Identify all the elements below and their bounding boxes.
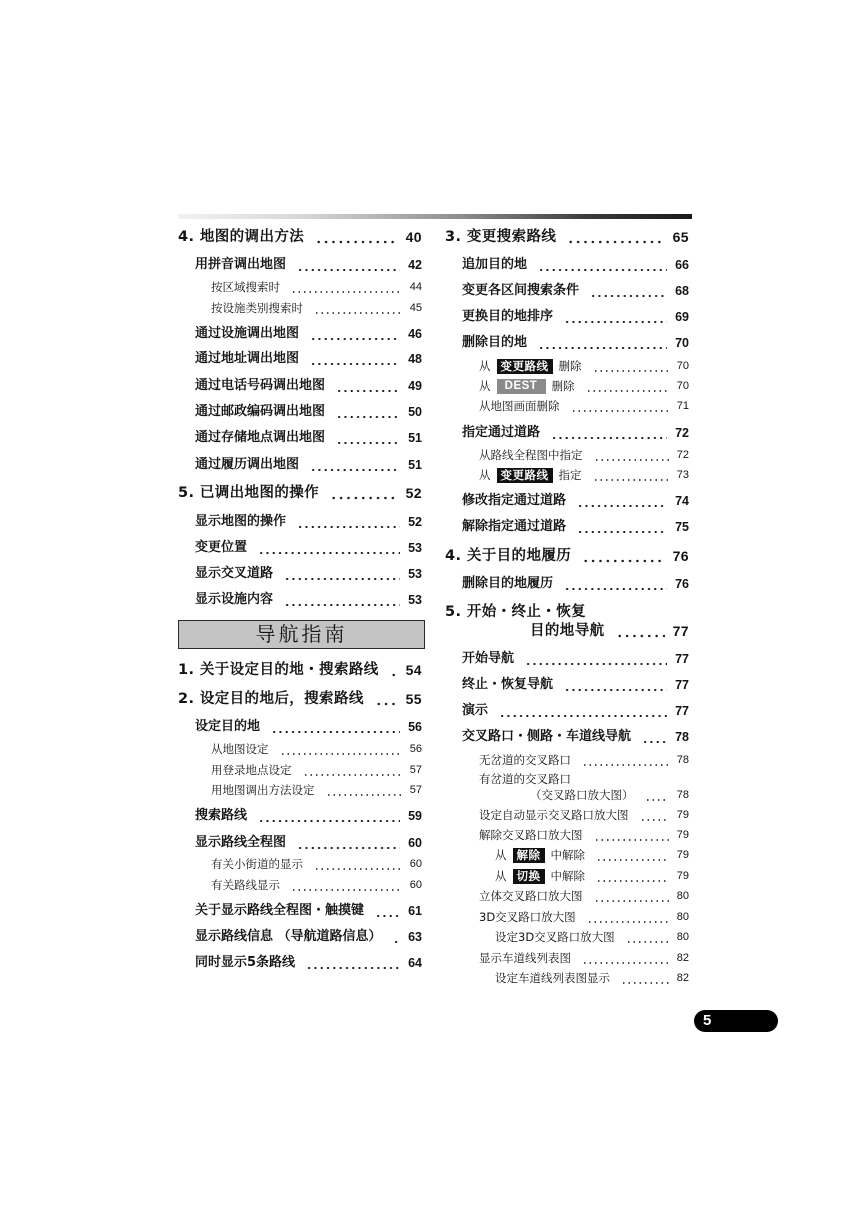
toc-section-entry	[462, 702, 689, 720]
toc-section-entry	[195, 902, 422, 920]
toc-section-entry	[195, 403, 422, 421]
leader-dots	[621, 969, 669, 987]
toc-entry-title: 通过地址调出地图	[195, 351, 300, 366]
leader-dots	[645, 786, 669, 804]
leader-dots	[280, 740, 402, 758]
toc-page-number: 79	[676, 870, 689, 882]
leader-dots	[567, 228, 664, 246]
toc-subsection-entry	[211, 781, 422, 799]
toc-subsection-entry	[495, 846, 689, 864]
leader-dots	[593, 466, 669, 484]
leader-dots	[577, 492, 667, 510]
toc-page-number: 68	[675, 284, 689, 298]
toc-entry-title: 无岔道的交叉路口	[479, 753, 571, 767]
toc-page-number: 77	[672, 623, 689, 639]
toc-section-entry	[462, 728, 689, 746]
toc-page-number: 60	[408, 836, 422, 850]
toc-entry-title: 显示路线信息 （导航道路信息）	[195, 929, 382, 944]
toc-entry-title: 4. 关于目的地履历	[445, 548, 572, 564]
leader-dots	[375, 690, 398, 708]
change-route-key-badge: 变更路线	[497, 359, 553, 374]
leader-dots	[271, 718, 400, 736]
toc-page-number: 51	[408, 458, 422, 472]
toc-section-entry	[195, 834, 422, 852]
toc-subsection-entry	[479, 806, 689, 824]
leader-dots	[390, 661, 398, 679]
toc-page-number: 40	[405, 229, 422, 245]
toc-chapter-entry-continuation	[530, 622, 689, 640]
toc-chapter-entry	[445, 547, 689, 565]
leader-dots	[336, 377, 400, 395]
leader-dots	[330, 484, 398, 502]
toc-section-entry	[195, 539, 422, 557]
toc-entry-title: 变更各区间搜索条件	[462, 283, 580, 298]
toc-entry-prefix: 从	[479, 468, 491, 482]
toc-page-number: 79	[676, 809, 689, 821]
toc-page-number: 50	[408, 405, 422, 419]
toc-entry-suffix: 删除	[551, 379, 575, 393]
leader-dots	[594, 887, 669, 905]
toc-entry-title: 通过履历调出地图	[195, 457, 300, 472]
toc-page-number: 60	[409, 858, 422, 870]
leader-dots	[551, 424, 667, 442]
toc-entry-title: （交叉路口放大图）	[530, 788, 634, 802]
toc-page-number: 61	[408, 904, 422, 918]
toc-entry-title: 显示车道线列表图	[479, 951, 571, 965]
dest-key-badge: DEST	[497, 379, 546, 394]
leader-dots	[375, 902, 400, 920]
toc-page-number: 76	[672, 548, 689, 564]
toc-entry-title: 3. 变更搜索路线	[445, 229, 557, 245]
toc-page-number: 80	[676, 911, 689, 923]
toc-entry-title: 同时显示5条路线	[195, 955, 296, 970]
toc-section-entry	[195, 429, 422, 447]
toc-page-number: 75	[675, 520, 689, 534]
toc-subsection-entry	[211, 855, 422, 873]
toc-entry-title: 解除指定通过道路	[462, 519, 567, 534]
toc-subsection-entry	[479, 377, 689, 395]
toc-chapter-entry	[445, 603, 689, 621]
toc-entry-title: 5. 开始・终止・恢复	[445, 604, 587, 620]
toc-section-entry	[462, 492, 689, 510]
toc-page-number: 52	[408, 515, 422, 529]
leader-dots	[593, 357, 669, 375]
toc-entry-title: 显示交叉道路	[195, 566, 274, 581]
leader-dots	[594, 446, 669, 464]
leader-dots	[564, 676, 667, 694]
leader-dots	[393, 928, 401, 946]
toc-entry-title: 3D交叉路口放大图	[479, 910, 576, 924]
leader-dots	[284, 565, 400, 583]
toc-entry-title: 从地图设定	[211, 742, 269, 756]
toc-page-number: 77	[675, 652, 689, 666]
toc-subsection-entry	[479, 949, 689, 967]
toc-entry-prefix: 从	[495, 869, 507, 883]
toc-section-entry	[195, 591, 422, 609]
toc-subsection-entry	[495, 928, 689, 946]
toc-entry-title: 显示设施内容	[195, 592, 274, 607]
toc-entry-prefix: 从	[479, 379, 491, 393]
toc-entry-prefix: 从	[495, 848, 507, 862]
toc-section-entry	[195, 325, 422, 343]
toc-entry-title	[479, 357, 582, 375]
leader-dots	[297, 513, 400, 531]
toc-subsection-entry	[479, 887, 689, 905]
leader-dots	[336, 429, 400, 447]
toc-subsection-entry	[479, 397, 689, 415]
toc-page-number: 79	[676, 829, 689, 841]
leader-dots	[284, 591, 400, 609]
part-heading-title: 导航指南	[255, 622, 348, 646]
toc-page-number: 78	[676, 754, 689, 766]
toc-entry-title: 通过邮政编码调出地图	[195, 404, 326, 419]
toc-entry-title: 用拼音调出地图	[195, 257, 287, 272]
leader-dots	[314, 299, 402, 317]
toc-page-number: 74	[675, 494, 689, 508]
leader-dots	[336, 403, 400, 421]
toc-entry-title: 开始导航	[462, 651, 515, 666]
toc-page-number: 78	[676, 789, 689, 801]
toc-entry-title	[495, 867, 585, 885]
toc-entry-prefix: 从	[479, 359, 491, 373]
toc-page-number: 46	[408, 327, 422, 341]
toc-page-number: 73	[676, 469, 689, 481]
toc-subsection-entry	[495, 969, 689, 987]
toc-section-entry	[462, 308, 689, 326]
toc-page-number: 71	[676, 400, 689, 412]
toc-chapter-entry	[445, 228, 689, 246]
leader-dots	[587, 908, 669, 926]
toc-section-entry	[462, 256, 689, 274]
toc-page-number: 72	[676, 449, 689, 461]
toc-section-entry	[462, 424, 689, 442]
toc-section-entry	[462, 518, 689, 536]
toc-entry-title: 目的地导航	[530, 623, 605, 639]
toc-section-entry	[462, 676, 689, 694]
toc-section-entry	[195, 350, 422, 368]
leader-dots	[564, 575, 667, 593]
toc-entry-title: 终止・恢复导航	[462, 677, 554, 692]
toc-entry-title: 有岔道的交叉路口	[479, 772, 571, 786]
leader-dots	[310, 456, 400, 474]
toc-page-number: 65	[672, 229, 689, 245]
toc-chapter-entry	[178, 484, 422, 502]
toc-page-number: 69	[675, 310, 689, 324]
toc-page-number: 64	[408, 956, 422, 970]
leader-dots	[310, 325, 400, 343]
leader-dots	[258, 539, 400, 557]
leader-dots	[564, 308, 667, 326]
toc-entry-title: 删除目的地履历	[462, 576, 554, 591]
toc-subsection-entry	[479, 826, 689, 844]
toc-page-number: 53	[408, 541, 422, 555]
change-route-key-badge: 变更路线	[497, 468, 553, 483]
toc-entry-title: 显示地图的操作	[195, 514, 287, 529]
leader-dots	[582, 949, 669, 967]
toc-page-number: 48	[408, 352, 422, 366]
leader-dots	[291, 876, 402, 894]
part-heading-box	[178, 620, 425, 649]
toc-section-entry	[195, 377, 422, 395]
toc-subsection-entry	[211, 761, 422, 779]
leader-dots	[314, 855, 402, 873]
toc-entry-title: 按设施类别搜索时	[211, 301, 303, 315]
toc-entry-title: 指定通过道路	[462, 425, 541, 440]
leader-dots	[538, 334, 667, 352]
toc-page-number: 53	[408, 593, 422, 607]
toc-entry-title: 交叉路口・侧路・车道线导航	[462, 729, 632, 744]
toc-section-entry	[195, 718, 422, 736]
toc-entry-suffix: 删除	[558, 359, 582, 373]
toc-subsection-entry	[479, 751, 689, 769]
toc-page-number: 82	[676, 952, 689, 964]
toc-page-number: 52	[405, 485, 422, 501]
toc-entry-title: 解除交叉路口放大图	[479, 828, 583, 842]
toc-section-entry	[195, 513, 422, 531]
toc-entry-title: 设定3D交叉路口放大图	[495, 930, 615, 944]
leader-dots	[590, 282, 667, 300]
toc-subsection-entry-continuation	[530, 786, 689, 804]
toc-section-entry	[462, 334, 689, 352]
toc-entry-title	[479, 466, 582, 484]
toc-page-number: 42	[408, 258, 422, 272]
toc-section-entry	[195, 456, 422, 474]
toc-entry-title: 按区域搜索时	[211, 280, 280, 294]
toc-page-number: 77	[675, 678, 689, 692]
leader-dots	[616, 622, 665, 640]
toc-entry-title: 修改指定通过道路	[462, 493, 567, 508]
toc-chapter-entry	[178, 228, 422, 246]
page-number: 5	[703, 1012, 712, 1029]
header-gradient-bar	[178, 214, 692, 219]
toc-page-number: 80	[676, 931, 689, 943]
leader-dots	[297, 834, 400, 852]
toc-page-number: 78	[675, 730, 689, 744]
toc-entry-title: 从路线全程图中指定	[479, 448, 583, 462]
toc-entry-title: 通过电话号码调出地图	[195, 378, 326, 393]
toc-page-number: 79	[676, 849, 689, 861]
toc-page-number: 76	[675, 577, 689, 591]
toc-page-number: 63	[408, 930, 422, 944]
toc-page-number: 60	[409, 879, 422, 891]
toc-section-entry	[195, 928, 422, 946]
leader-dots	[499, 702, 667, 720]
page-number-badge	[694, 1010, 778, 1032]
toc-entry-title: 显示路线全程图	[195, 835, 287, 850]
leader-dots	[582, 751, 669, 769]
toc-page-number: 54	[405, 662, 422, 678]
toc-entry-title: 删除目的地	[462, 335, 528, 350]
toc-entry-title: 有关路线显示	[211, 878, 280, 892]
toc-entry-title: 设定自动显示交叉路口放大图	[479, 808, 629, 822]
toc-entry-title: 追加目的地	[462, 257, 528, 272]
toc-chapter-entry	[178, 661, 422, 679]
toc-entry-title: 有关小街道的显示	[211, 857, 303, 871]
toc-chapter-entry	[178, 690, 422, 708]
leader-dots	[640, 806, 669, 824]
leader-dots	[326, 781, 402, 799]
toc-page-number: 53	[408, 567, 422, 581]
toc-page-number: 49	[408, 379, 422, 393]
toc-subsection-entry	[479, 908, 689, 926]
toc-entry-title: 立体交叉路口放大图	[479, 889, 583, 903]
toc-entry-title: 设定目的地	[195, 719, 261, 734]
toc-entry-title: 搜索路线	[195, 808, 248, 823]
toc-subsection-entry	[211, 876, 422, 894]
leader-dots	[571, 397, 669, 415]
toc-page-number: 70	[675, 336, 689, 350]
toc-entry-title: 4. 地图的调出方法	[178, 229, 305, 245]
toc-subsection-entry	[211, 740, 422, 758]
toc-page-number: 82	[676, 972, 689, 984]
toc-page-number: 45	[409, 302, 422, 314]
toc-section-entry	[195, 256, 422, 274]
toc-page-number: 80	[676, 890, 689, 902]
toc-entry-title: 通过存储地点调出地图	[195, 430, 326, 445]
toc-section-entry	[195, 807, 422, 825]
toc-entry-title: 2. 设定目的地后，搜索路线	[178, 691, 364, 707]
toc-page-number: 56	[409, 743, 422, 755]
leader-dots	[297, 256, 400, 274]
leader-dots	[310, 350, 400, 368]
toc-entry-title: 设定车道线列表图显示	[495, 971, 610, 985]
leader-dots	[596, 846, 669, 864]
toc-section-entry	[462, 282, 689, 300]
switch-key-badge: 切换	[513, 869, 545, 884]
toc-subsection-entry	[211, 278, 422, 296]
toc-page-number: 77	[675, 704, 689, 718]
leader-dots	[626, 928, 669, 946]
leader-dots	[596, 867, 669, 885]
toc-entry-title	[495, 846, 585, 864]
toc-entry-title: 5. 已调出地图的操作	[178, 485, 320, 501]
toc-page-number: 70	[676, 360, 689, 372]
toc-subsection-entry	[479, 357, 689, 375]
toc-page-number: 59	[408, 809, 422, 823]
toc-entry-title	[479, 377, 575, 395]
leader-dots	[315, 228, 397, 246]
leader-dots	[538, 256, 667, 274]
toc-entry-title: 用登录地点设定	[211, 763, 292, 777]
toc-page-number: 70	[676, 380, 689, 392]
toc-entry-title: 1. 关于设定目的地・搜索路线	[178, 662, 379, 678]
toc-entry-suffix: 指定	[558, 468, 582, 482]
leader-dots	[306, 954, 400, 972]
toc-entry-title: 用地图调出方法设定	[211, 783, 315, 797]
toc-page-number: 44	[409, 281, 422, 293]
toc-section-entry	[195, 954, 422, 972]
toc-subsection-entry	[479, 446, 689, 464]
toc-entry-title: 更换目的地排序	[462, 309, 554, 324]
toc-section-entry	[195, 565, 422, 583]
toc-page-number: 57	[409, 784, 422, 796]
leader-dots	[525, 650, 667, 668]
toc-page-number: 57	[409, 764, 422, 776]
toc-entry-title: 演示	[462, 703, 489, 718]
leader-dots	[582, 547, 664, 565]
toc-entry-title: 变更位置	[195, 540, 248, 555]
toc-section-entry	[462, 650, 689, 668]
toc-entry-suffix: 中解除	[550, 848, 585, 862]
toc-subsection-entry	[211, 299, 422, 317]
toc-page-number: 72	[675, 426, 689, 440]
toc-page-number: 56	[408, 720, 422, 734]
toc-page-number: 51	[408, 431, 422, 445]
toc-entry-title: 从地图画面删除	[479, 399, 560, 413]
toc-entry-title: 通过设施调出地图	[195, 326, 300, 341]
toc-subsection-entry	[479, 466, 689, 484]
leader-dots	[577, 518, 667, 536]
toc-page-number: 66	[675, 258, 689, 272]
leader-dots	[291, 278, 402, 296]
leader-dots	[586, 377, 669, 395]
toc-page-number: 55	[405, 691, 422, 707]
leader-dots	[303, 761, 402, 779]
toc-entry-title: 关于显示路线全程图・触摸键	[195, 903, 365, 918]
toc-subsection-entry	[495, 867, 689, 885]
leader-dots	[594, 826, 669, 844]
toc-section-entry	[462, 575, 689, 593]
toc-entry-suffix: 中解除	[550, 869, 585, 883]
leader-dots	[642, 728, 667, 746]
leader-dots	[258, 807, 400, 825]
cancel-key-badge: 解除	[513, 848, 545, 863]
